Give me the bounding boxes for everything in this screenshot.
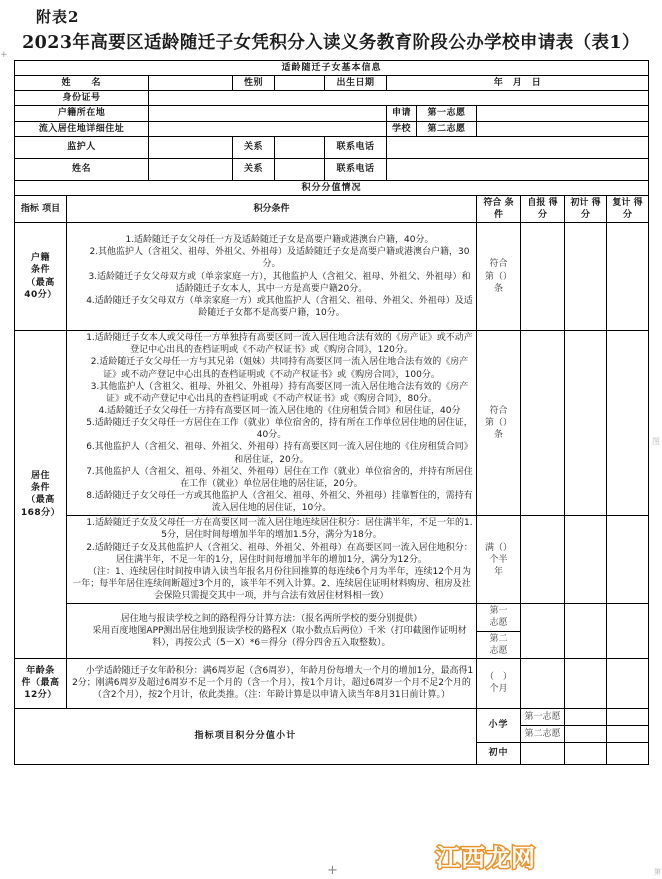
guardian1-relation-input[interactable] (275, 136, 325, 158)
id-number-label: 身份证号 (15, 91, 149, 106)
match-condition-line: 第一 (489, 606, 508, 617)
residence-address-label: 流入居住地详细住址 (15, 121, 149, 136)
subtotal-label: 指标项目积分分值小计 (15, 708, 477, 764)
guardian1-name-input[interactable] (149, 136, 233, 158)
match-condition-line: 符合 (489, 259, 508, 270)
indicator-item-line: 户籍 (30, 253, 50, 264)
crop-plus-mark: + (327, 863, 338, 878)
match-condition-line: 志愿 (489, 618, 508, 629)
self-score-cell[interactable] (521, 223, 565, 331)
first-score-cell[interactable] (565, 658, 607, 708)
col-header-match-line1: 符合 (483, 197, 502, 208)
criteria-line: 2.适龄随迁子女父母任一方与其兄弟（姐妹）共同持有高要区同一流入居住地合法有效的《房产证》或不动产登记中心出具的查档证明或《不动产权证书》或《购房合同》，100分。 (90, 357, 469, 380)
hukou-location-input[interactable] (149, 106, 387, 121)
col-header-self-score (521, 195, 565, 222)
criteria-text-cell (67, 331, 477, 516)
criteria-line: 4.适龄随迁子女父母双方（单亲家庭一方）或其他监护人（含祖父、祖母、外祖父、外祖母）及适龄随迁子女都不是高要户籍，10分。 (86, 295, 473, 318)
col-header-item (15, 195, 67, 222)
residence-address-input[interactable] (149, 121, 387, 136)
id-row (15, 91, 649, 106)
col-header-self-line1: 自报 (527, 197, 546, 208)
criteria-text-cell (67, 604, 477, 659)
indicator-item-line: 年龄条 (26, 666, 55, 677)
apply-school-label-bottom: 学校 (387, 121, 417, 136)
guardian2-phone-input[interactable] (387, 158, 649, 180)
guardian-row-1 (15, 136, 649, 158)
first-score-cell[interactable] (565, 223, 607, 331)
criteria-row (15, 516, 649, 604)
indicator-item-line: （最高 (26, 277, 55, 288)
first-choice-input[interactable] (477, 106, 649, 121)
col-header-recheck-score (607, 195, 649, 222)
criteria-text-cell (67, 516, 477, 604)
apply-school-label-top: 申请 (387, 106, 417, 121)
col-header-first-line2: 得分 (580, 197, 601, 220)
document-page (0, 6, 662, 879)
indicator-item-line: 居住 (30, 471, 50, 482)
criteria-line: 采用百度地图APP测出居住地到报读学校的路程X（取小数点后两位）千米（打印截图作证明材料），再按公式（5－X）*6＝得分（得分四舍五入取整数）。 (92, 625, 467, 649)
name-label: 姓 名 (15, 76, 149, 91)
application-form-table (14, 60, 649, 765)
site-watermark: 江西龙网 (436, 844, 536, 872)
first-score-cell[interactable] (565, 331, 607, 516)
criteria-line: 小学适龄随迁子女年龄积分：满6周岁起（含6周岁），年龄月份每增大一个月的增加1分，最高得12分；刚满6周岁及超过6周岁不足一个月的（含一个月），按1个月计，超过6周岁一个月不足2个月的（含2个月），按2个月计，依此类推。（注：年龄计算是以申请入读当年8月31日前计算。） (72, 666, 474, 701)
self-score-cell[interactable] (521, 658, 565, 708)
criteria-line: 6.其他监护人（含祖父、祖母、外祖父、外祖母）持有高要区同一流入居住地的《住房租赁合同》和居住证，20分。 (86, 442, 473, 465)
criteria-line: 3.其他监护人（含祖父、祖母、外祖父、外祖母）持有高要区同一流入居住地合法有效的《房产证》或不动产登记中心出具的查档证明或《不动产权证书》或《购房合同》，80分。 (90, 381, 469, 404)
guardian-row-2 (15, 158, 649, 180)
guardian-label-bottom: 姓名 (15, 158, 149, 180)
recheck-score-cell[interactable] (607, 331, 649, 516)
guardian2-relation-input[interactable] (275, 158, 325, 180)
indicator-item-line: 168分） (20, 507, 61, 518)
indicator-item-line: 条件 (30, 483, 50, 494)
recheck-score-cell[interactable] (607, 516, 649, 604)
col-header-first-score (565, 195, 607, 222)
self-score-cell[interactable] (521, 604, 565, 659)
self-score-cell[interactable] (521, 331, 565, 516)
hukou-row (15, 106, 649, 121)
first-score-cell[interactable] (565, 604, 607, 659)
guardian2-relation-label: 关系 (233, 158, 275, 180)
criteria-line: 2.适龄随迁子女及其他监护人（含祖父、祖母、外祖父、外祖母）在高要区同一流入居住地积分：居住满半年，不足一年的1分，居住时间每增加半年的增加1分，满分为12分。 (86, 542, 473, 565)
match-condition-line: 满（） (484, 542, 512, 553)
name-input[interactable] (149, 76, 233, 91)
match-condition-choice (477, 631, 520, 658)
col-header-first-line1: 初计 (570, 197, 589, 208)
indicator-item-residence (15, 331, 67, 659)
guardian2-phone-label: 联系电话 (325, 158, 387, 180)
subtotal-junior-self[interactable] (521, 742, 565, 764)
page-edge-tick: + (0, 50, 8, 60)
col-header-match (477, 195, 521, 222)
score-column-header-row (15, 195, 649, 222)
subtotal-primary-choice1-text: 第一志愿 (524, 711, 561, 722)
indicator-item-line: 条件 (30, 265, 50, 276)
subtotal-primary-choice2-label (521, 725, 565, 742)
guardian1-phone-input[interactable] (387, 136, 649, 158)
col-header-match-line2: 条件 (493, 197, 514, 220)
col-header-recheck-line2: 得分 (623, 197, 643, 220)
match-condition-line: 符合 (489, 405, 508, 416)
match-condition-cell[interactable] (477, 331, 521, 516)
criteria-rows-container (15, 223, 649, 709)
subtotal-junior-label: 初中 (477, 742, 521, 764)
col-header-item-line1: 指标 (20, 203, 39, 214)
match-condition-line: 第（） (484, 271, 512, 282)
match-condition-line: 第（） (484, 418, 512, 429)
criteria-line: 1.适龄随迁子女及父母任一方在高要区同一流入居住地连续居住积分：居住满半年，不足一年的1.5分，居住时间每增加半年的增加1.5分，满分为18分。 (86, 518, 473, 541)
hukou-location-label: 户籍所在地 (15, 106, 149, 121)
indicator-item-line: 12分） (24, 690, 57, 701)
page-title: 2023年高要区适龄随迁子女凭积分入读义务教育阶段公办学校申请表（表1） (22, 33, 640, 53)
match-condition-line: 年 (493, 566, 503, 577)
indicator-item-line: 40分） (24, 289, 57, 300)
subtotal-row-primary-choice1 (15, 708, 649, 725)
first-choice-label: 第一志愿 (417, 106, 477, 121)
col-header-item-line2: 项目 (42, 203, 61, 214)
match-condition-line: 志愿 (489, 645, 508, 656)
subtotal-primary-choice2-text: 第二志愿 (524, 728, 561, 739)
self-score-cell[interactable] (521, 516, 565, 604)
match-condition-line: 条 (493, 283, 503, 294)
score-section-title: 积分分值情况 (15, 180, 649, 195)
recheck-score-cell[interactable] (607, 223, 649, 331)
subtotal-junior-recheck[interactable] (607, 742, 649, 764)
criteria-line: 5.适龄随迁子女父母任一方居住在工作（就业）单位宿舍的，持有所在工作单位居住地的居住证，40分。 (86, 418, 473, 441)
criteria-row (15, 223, 649, 331)
criteria-line: 1.适龄随迁子女父母任一方及适龄随迁子女是高要户籍或港澳台户籍，40分。 (125, 235, 434, 246)
residence-address-row (15, 121, 649, 136)
birth-date-input[interactable]: 年 月 日 (387, 76, 649, 91)
match-condition-line: 第二 (489, 633, 508, 644)
criteria-row (15, 658, 649, 708)
subtotal-primary-label: 小学 (477, 708, 521, 742)
match-condition-cell[interactable] (477, 658, 521, 708)
second-choice-input[interactable] (477, 121, 649, 136)
subtotal-junior-first[interactable] (565, 742, 607, 764)
guardian1-phone-label: 联系电话 (325, 136, 387, 158)
recheck-score-cell[interactable] (607, 658, 649, 708)
subtotal-primary-c2-first[interactable] (565, 725, 607, 742)
match-condition-cell[interactable] (477, 604, 521, 659)
id-number-input[interactable] (149, 91, 649, 106)
birth-date-label: 出生日期 (325, 76, 387, 91)
indicator-item-hukou (15, 223, 67, 331)
match-condition-cell[interactable] (477, 223, 521, 331)
first-score-cell[interactable] (565, 516, 607, 604)
criteria-text-cell (67, 658, 477, 708)
gender-label: 性别 (233, 76, 275, 91)
guardian1-relation-label: 关系 (233, 136, 275, 158)
criteria-line: （注：1、连续居住时间按申请入读当年报名月份往回推算的每连续6个月为半年，连续12个月为一年；每半年居住连续间断超过3个月的，该半年不列入计算。2、连续居住证明材料购房、租房及社会保险只需提交其中一项，并与合法有效居住材料相一致） (72, 566, 471, 602)
indicator-item-line: （最高 (26, 495, 55, 506)
criteria-line: 1.适龄随迁子女本人或父母任一方单独持有高要区同一流入居住地合法有效的《房产证》或不动产登记中心出具的查档证明或《不动产权证书》或《购房合同》，120分。 (86, 333, 473, 356)
basic-info-section-title: 适龄随迁子女基本信息 (15, 61, 649, 76)
criteria-row (15, 331, 649, 516)
criteria-line: 7.其他监护人（含祖父、祖母、外祖父、外祖母）居住在工作（就业）单位宿舍的，并持有所居住在工作（就业）单位居住地的居住证，20分。 (86, 466, 473, 489)
side-edge-mark: 图 (652, 437, 660, 446)
score-section-header-row (15, 180, 649, 195)
subtotal-primary-c1-recheck[interactable] (607, 708, 649, 725)
criteria-line: 居住地与报读学校之间的路程得分计算方法：（报名两所学校的要分别提供） (120, 613, 423, 624)
criteria-line: 4.适龄随迁子女父母任一方持有高要区同一流入居住地的《住房租赁合同》和居住证，40分 (98, 405, 461, 416)
subtotal-primary-c2-recheck[interactable] (607, 725, 649, 742)
subtotal-primary-choice1-label (521, 708, 565, 725)
match-condition-line: 个半 (489, 554, 508, 565)
attachment-label: 附表2 (36, 8, 80, 26)
match-condition-line: 个月 (489, 684, 508, 695)
match-condition-line: 条 (493, 430, 503, 441)
indicator-item-line: 件（最高 (21, 678, 60, 689)
col-header-criteria: 积分条件 (67, 195, 477, 222)
col-header-self-line2: 得分 (537, 197, 558, 220)
criteria-row (15, 604, 649, 659)
second-choice-label: 第二志愿 (417, 121, 477, 136)
guardian2-name-input[interactable] (149, 158, 233, 180)
guardian-label-top: 监护人 (15, 136, 149, 158)
name-row (15, 76, 649, 91)
basic-info-header-row (15, 61, 649, 76)
match-condition-cell[interactable] (477, 516, 521, 604)
recheck-score-cell[interactable] (607, 604, 649, 659)
col-header-recheck-line1: 复计 (612, 197, 631, 208)
match-condition-choice (477, 604, 520, 631)
criteria-text-cell (67, 223, 477, 331)
right-edge-tick: 第 (654, 868, 661, 876)
criteria-line: 8.适龄随迁子女父母任一方或其他监护人（含祖父、祖母、外祖父、外祖母）挂靠暂住的，需持有流入居住地的居住证，10分。 (86, 490, 473, 514)
criteria-line: 2.其他监护人（含祖父、祖母、外祖父、外祖母）及适龄随迁子女是高要户籍或港澳台户籍，30分。 (89, 247, 470, 270)
criteria-line: 3.适龄随迁子女父母双方或（单亲家庭一方），其他监护人（含祖父、祖母、外祖父、外祖母）和适龄随迁子女本人，其中一方是高要户籍20分。 (88, 271, 471, 294)
match-condition-line: （ ） (484, 672, 512, 683)
gender-input[interactable] (275, 76, 325, 91)
subtotal-primary-c1-first[interactable] (565, 708, 607, 725)
indicator-item-age (15, 658, 67, 708)
